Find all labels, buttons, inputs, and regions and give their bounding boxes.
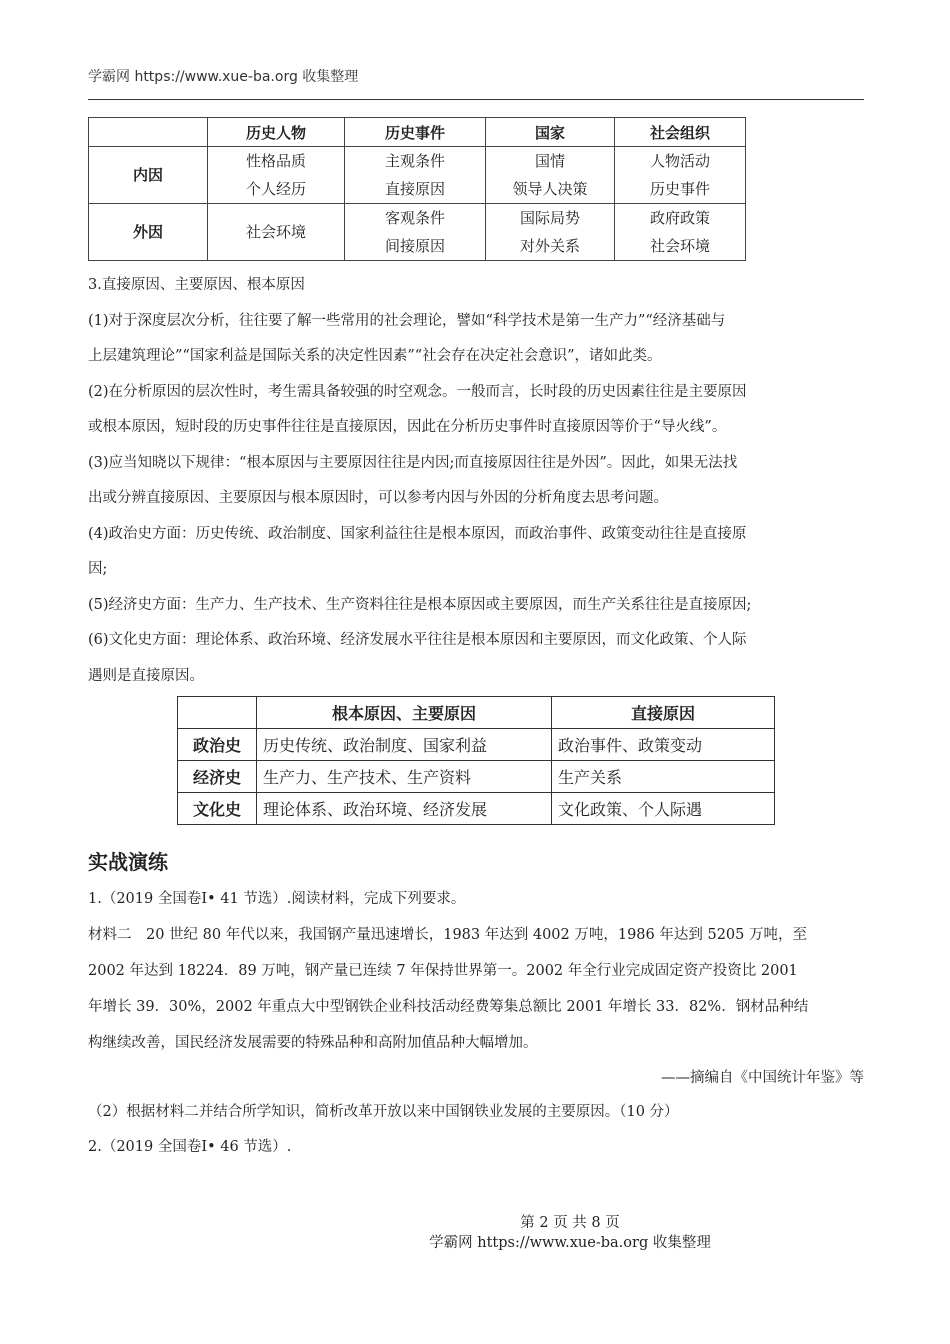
table-row	[178, 761, 775, 793]
table-cell: 生产关系	[552, 761, 775, 793]
table-header-cell: 历史人物	[208, 118, 345, 147]
row-label: 文化史	[178, 793, 257, 825]
causes-table	[88, 117, 746, 261]
table-header-row	[89, 118, 746, 147]
table-header-cell	[178, 697, 257, 729]
paragraph-line: 因;	[88, 561, 108, 577]
paragraph-line: (1)对于深度层次分析，往往要了解一些常用的社会理论，譬如“科学技术是第一生产力”“经济基础与	[88, 312, 726, 329]
table-cell: 社会环境	[208, 204, 345, 261]
paragraph-line: (6)文化史方面：理论体系、政治环境、经济发展水平往往是根本原因和主要原因，而文化政策、个人际	[88, 632, 747, 648]
table-cell: 政治事件、政策变动	[552, 729, 775, 761]
paragraph-line: 材料二 20 世纪 80 年代以来，我国钢产量迅速增长，1983 年达到 4002 万吨，1986 年达到 5205 万吨，至	[88, 927, 807, 943]
material-text	[88, 917, 864, 1061]
paragraph-line: (2)在分析原因的层次性时，考生需具备较强的时空观念。一般而言，长时段的历史因素往往是主要原因	[88, 383, 747, 400]
table-header-cell: 直接原因	[552, 697, 775, 729]
paragraph-line: 年增长 39．30%，2002 年重点大中型钢铁企业科技活动经费筹集总额比 2001 年增长 33．82%．钢材品种结	[88, 999, 809, 1015]
paragraph-line: 上层建筑理论”“国家利益是国际关系的决定性因素”“社会存在决定社会意识”，诸如此类。	[88, 348, 662, 364]
table-row	[178, 793, 775, 825]
table-header-cell: 根本原因、主要原因	[257, 697, 552, 729]
table-cell: 政府政策 社会环境	[615, 204, 746, 261]
section-title: 实战演练	[88, 850, 168, 874]
page-header: 学霸网 https://www.xue-ba.org 收集整理	[88, 69, 359, 85]
paragraph-line: (5)经济史方面：生产力、生产技术、生产资料往往是根本原因或主要原因，而生产关系往往是直接原因;	[88, 596, 752, 613]
header-divider	[88, 99, 864, 100]
history-causes-table	[177, 696, 775, 825]
table-cell: 主观条件 直接原因	[345, 147, 486, 204]
table-cell: 历史传统、政治制度、国家利益	[257, 729, 552, 761]
table-row	[89, 147, 746, 204]
paragraph-line: 3.直接原因、主要原因、根本原因	[88, 277, 305, 293]
table-row	[89, 204, 746, 261]
question-2: 2.（2019 全国卷Ⅰ• 46 节选）.	[88, 1139, 292, 1155]
row-label: 政治史	[178, 729, 257, 761]
table-cell: 国情 领导人决策	[486, 147, 615, 204]
paragraph-line: 构继续改善，国民经济发展需要的特殊品种和高附加值品种大幅增加。	[88, 1035, 538, 1051]
table-cell: 文化政策、个人际遇	[552, 793, 775, 825]
row-label: 内因	[89, 147, 208, 204]
row-label: 经济史	[178, 761, 257, 793]
table-header-cell: 社会组织	[615, 118, 746, 147]
paragraph-line: 出或分辨直接原因、主要原因与根本原因时，可以参考内因与外因的分析角度去思考问题。	[88, 490, 668, 506]
table-header-cell	[89, 118, 208, 147]
table-cell: 性格品质 个人经历	[208, 147, 345, 204]
table-cell: 生产力、生产技术、生产资料	[257, 761, 552, 793]
table-cell: 客观条件 间接原因	[345, 204, 486, 261]
question-1-sub: （2）根据材料二并结合所学知识，简析改革开放以来中国钢铁业发展的主要原因。（10 分）	[88, 1104, 679, 1120]
table-header-row	[178, 697, 775, 729]
table-cell: 理论体系、政治环境、经济发展	[257, 793, 552, 825]
paragraph-line: 或根本原因，短时段的历史事件往往是直接原因，因此在分析历史事件时直接原因等价于“导火线”。	[88, 419, 727, 435]
table-header-cell: 历史事件	[345, 118, 486, 147]
paragraph-line: 遇则是直接原因。	[88, 667, 204, 684]
footer-site: 学霸网 https://www.xue-ba.org 收集整理	[429, 1235, 711, 1251]
section-3-text	[88, 268, 868, 694]
question-1: 1.（2019 全国卷Ⅰ• 41 节选）.阅读材料，完成下列要求。	[88, 891, 466, 907]
paragraph-line: (3)应当知晓以下规律：“根本原因与主要原因往往是内因;而直接原因往往是外因”。因此，如果无法找	[88, 454, 738, 471]
page-number: 第 2 页 共 8 页	[520, 1215, 620, 1231]
paragraph-line: (4)政治史方面：历史传统、政治制度、国家利益往往是根本原因，而政治事件、政策变动往往是直接原	[88, 525, 747, 542]
table-row	[178, 729, 775, 761]
table-cell: 国际局势 对外关系	[486, 204, 615, 261]
row-label: 外因	[89, 204, 208, 261]
material-source: ——摘编自《中国统计年鉴》等	[661, 1070, 864, 1086]
paragraph-line: 2002 年达到 18224．89 万吨，钢产量已连续 7 年保持世界第一。2002 年全行业完成固定资产投资比 2001	[88, 963, 798, 979]
table-header-cell: 国家	[486, 118, 615, 147]
table-cell: 人物活动 历史事件	[615, 147, 746, 204]
